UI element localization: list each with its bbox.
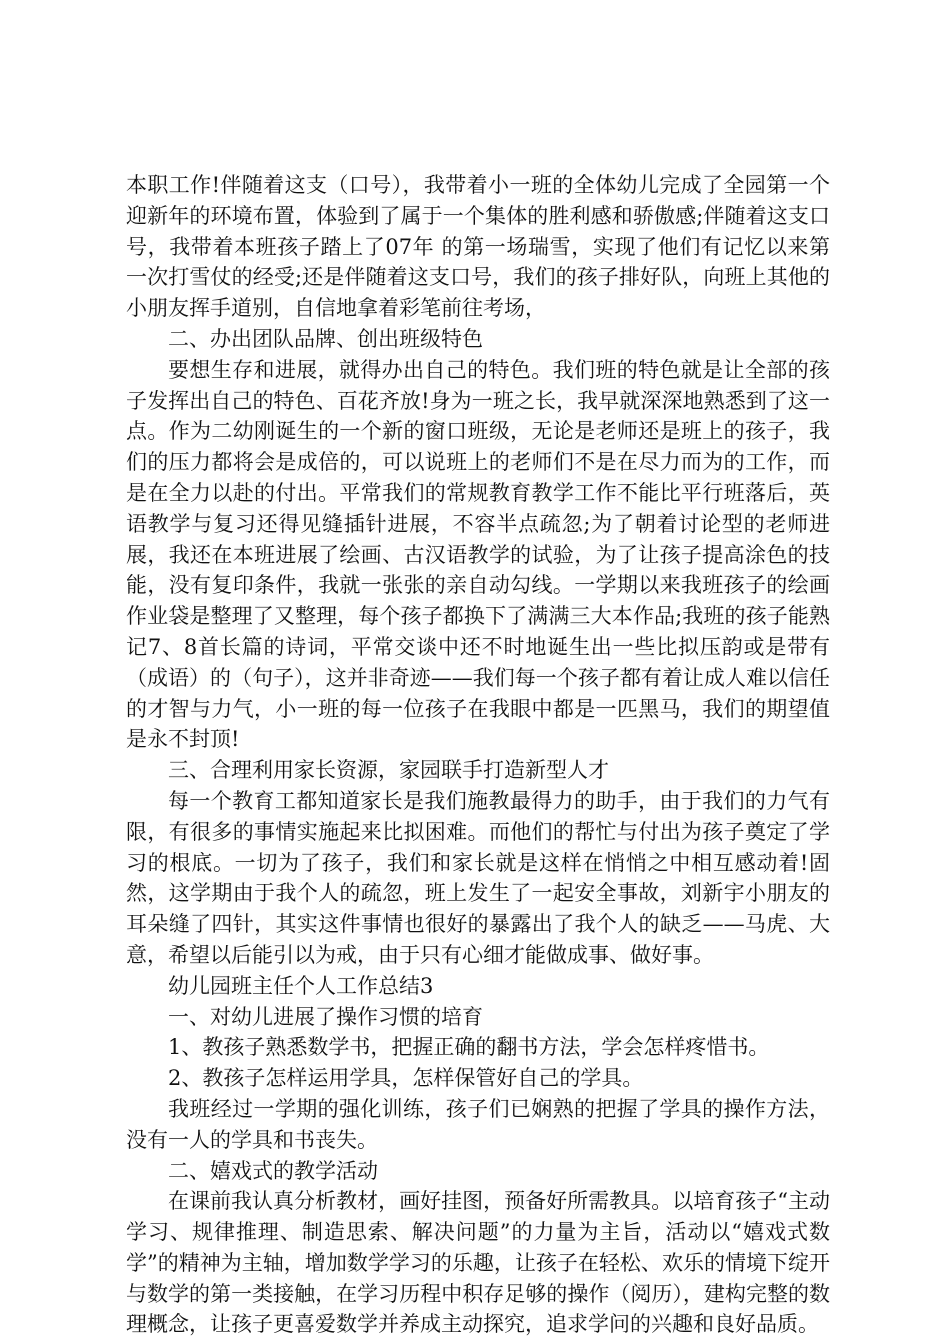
section-heading-operation: 一、对幼儿进展了操作习惯的培育 xyxy=(168,1004,483,1029)
document-body xyxy=(126,170,830,1340)
paragraph-3: 要想生存和进展，就得办出自己的特色。我们班的特色就是让全部的孩子发挥出自己的特色、百花齐放!身为一班之长，我早就深深地熟悉到了这一点。作为二幼刚诞生的一个新的窗口班级，无论是老师还是班上的孩子，我们的压力都将会是成倍的，可以说班上的老师们不是在尽力而为的工作，而是在全力以赴的付出。平常我们的常规教育教学工作不能比平行班落后，英语教学与复习还得见缝插针进展，不容半点疏忽;为了朝着讨论型的老师进展，我还在本班进展了绘画、古汉语教学的试验，为了让孩子提高涂色的技能，没有复印条件，我就一张张的亲自动勾线。一学期以来我班孩子的绘画作业袋是整理了又整理，每个孩子都换下了满满三大本作品;我班的孩子能熟记7、8首长篇的诗词，平常交谈中还不时地诞生出一些比拟压韵或是带有（成语）的（句子），这并非奇迹——我们每一个孩子都有着让成人难以信任的才智与力气，小一班的每一位孩子在我眼中都是一匹黑马，我们的期望值是永不封顶! xyxy=(126,357,830,752)
section-heading-game: 二、嬉戏式的教学活动 xyxy=(168,1158,378,1183)
paragraph-10: 我班经过一学期的强化训练，孩子们已娴熟的把握了学具的操作方法，没有一人的学具和书丧失。 xyxy=(126,1096,830,1152)
paragraph-12: 在课前我认真分析教材，画好挂图，预备好所需教具。以培育孩子“主动学习、规律推理、制造思索、解决问题”的力量为主旨，活动以“嬉戏式数学”的精神为主轴，增加数学学习的乐趣，让孩子在轻松、欢乐的情境下绽开与数学的第一类接触，在学习历程中积存足够的操作（阅历），建构完整的数理概念，让孩子更喜爱数学并养成主动探究，追求学问的兴趣和良好品质。 xyxy=(126,1189,830,1337)
document-title-3: 幼儿园班主任个人工作总结3 xyxy=(168,973,434,998)
paragraph-5: 每一个教育工都知道家长是我们施教最得力的助手，由于我们的力气有限，有很多的事情实施起来比拟困难。而他们的帮忙与付出为孩子奠定了学习的根底。一切为了孩子，我们和家长就是这样在悄悄之中相互感动着!固然，这学期由于我个人的疏忽，班上发生了一起安全事故，刘新宇小朋友的耳朵缝了四针，其实这件事情也很好的暴露出了我个人的缺乏——马虎、大意，希望以后能引以为戒，由于只有心细才能做成事、做好事。 xyxy=(126,788,830,967)
section-heading-3: 三、合理利用家长资源，家园联手打造新型人才 xyxy=(168,758,609,783)
paragraph-1: 本职工作!伴随着这支（口号），我带着小一班的全体幼儿完成了全园第一个迎新年的环境布置，体验到了属于一个集体的胜利感和骄傲感;伴随着这支口号，我带着本班孩子踏上了07年 的第一场瑞雪，实现了他们有记忆以来第一次打雪仗的经受;还是伴随着这支口号，我们的孩子排好队，向班上其他的小朋友挥手道别，自信地拿着彩笔前往考场， xyxy=(126,173,830,321)
list-item-2: 2、教孩子怎样运用学具，怎样保管好自己的学具。 xyxy=(168,1066,644,1091)
section-heading-2: 二、办出团队品牌、创出班级特色 xyxy=(168,326,483,351)
list-item-1: 1、教孩子熟悉数学书，把握正确的翻书方法，学会怎样疼惜书。 xyxy=(168,1035,770,1060)
